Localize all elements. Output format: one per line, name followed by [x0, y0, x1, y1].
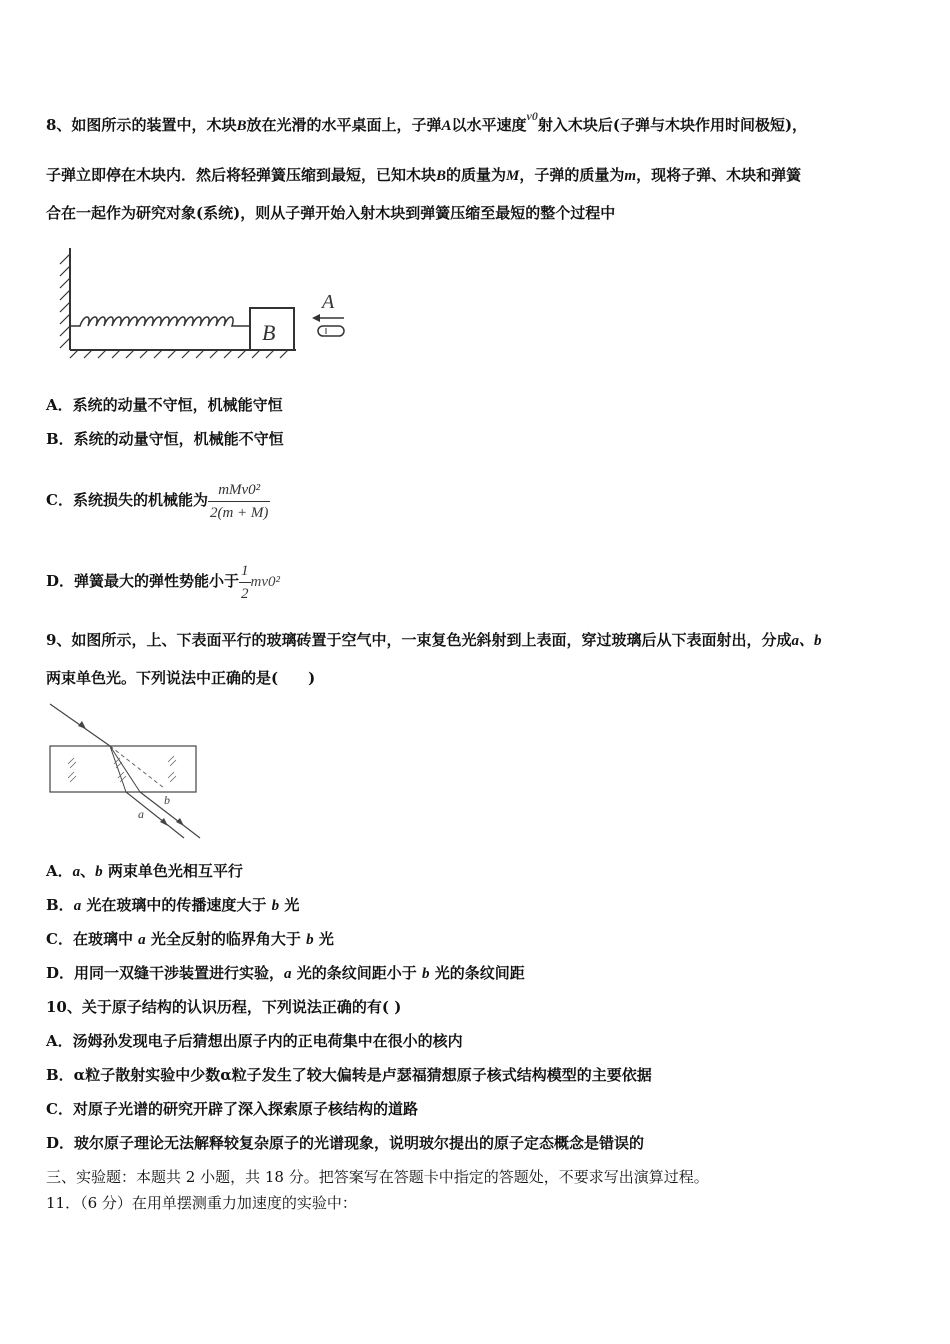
spring: [70, 317, 250, 326]
q8-text: 射入木块后(子弹与木块作用时间极短)，: [537, 116, 808, 134]
opt-text: 、: [80, 862, 96, 880]
ray-a-label: a: [138, 807, 144, 821]
var-b: b: [306, 932, 314, 948]
var-b: b: [421, 966, 430, 982]
q10-option-c[interactable]: C．对原子光谱的研究开辟了深入探索原子核结构的道路: [46, 1100, 418, 1118]
q10-stem: 10、关于原子结构的认识历程，下列说法正确的有( ): [46, 998, 402, 1016]
q8-option-d-expr: mv0²: [250, 574, 281, 590]
q9-option-a[interactable]: [46, 861, 243, 882]
opt-text: B．: [46, 896, 74, 914]
fraction-numerator: 1: [241, 562, 249, 579]
q8-option-c-fraction: [208, 479, 270, 524]
opt-text: 光的条纹间距小于: [291, 964, 422, 982]
opt-text: 光的条纹间距: [429, 964, 525, 982]
opt-text: 两束单色光相互平行: [102, 862, 243, 880]
q8-option-c[interactable]: [46, 476, 270, 524]
bullet-a-label: A: [322, 291, 335, 313]
var-v0: v0: [526, 109, 538, 123]
opt-text: A．: [46, 862, 73, 880]
q8-option-c-text: C．系统损失的机械能为: [46, 491, 208, 509]
q8-spring-block-figure: [56, 240, 356, 360]
q8-option-d[interactable]: [46, 555, 280, 608]
var-m: m: [624, 168, 637, 184]
var-M: M: [506, 168, 520, 184]
q10-option-d[interactable]: D．玻尔原子理论无法解释较复杂原子的光谱现象，说明玻尔提出的原子定态概念是错误的: [46, 1134, 645, 1152]
opt-text: 光: [313, 930, 334, 948]
q10-option-b[interactable]: B．α粒子散射实验中少数α粒子发生了较大偏转是卢瑟福猜想原子核式结构模型的主要依据: [46, 1066, 652, 1084]
q9-stem-line1: [46, 630, 821, 651]
q10-option-a[interactable]: A．汤姆孙发现电子后猜想出原子内的正电荷集中在很小的核内: [46, 1032, 463, 1050]
opt-text: C．在玻璃中: [46, 930, 139, 948]
fraction-numerator: mMv0²: [218, 481, 261, 498]
q8-text: ，子弹的质量为: [519, 166, 625, 184]
block-b-label: B: [262, 320, 276, 345]
q8-text: 8、如图所示的装置中，木块: [46, 116, 237, 134]
q8-option-a[interactable]: A．系统的动量不守恒，机械能守恒: [46, 396, 283, 414]
q9-option-c[interactable]: [46, 929, 334, 950]
opt-text: 光全反射的临界角大于: [145, 930, 307, 948]
q8-text: 子弹立即停在木块内．然后将轻弹簧压缩到最短，已知木块: [46, 166, 437, 184]
var-a: a: [73, 898, 82, 914]
var-A: A: [441, 118, 452, 134]
var-a: a: [284, 966, 292, 982]
opt-text: D．用同一双缝干涉装置进行实验，: [46, 964, 285, 982]
q8-text: 放在光滑的水平桌面上，子弹: [246, 116, 442, 134]
q8-option-d-text: D．弹簧最大的弹性势能小于: [46, 572, 240, 590]
opt-text: 光: [279, 896, 300, 914]
glass-slab: [50, 746, 196, 792]
fraction-denominator: 2(m + M): [208, 501, 270, 524]
q8-stem-line3: 合在一起作为研究对象(系统)，则从子弹开始入射木块到弹簧压缩至最短的整个过程中: [46, 204, 616, 222]
q9-glass-slab-figure: [44, 700, 214, 842]
var-a: a: [72, 864, 81, 880]
q9-text: 9、如图所示，上、下表面平行的玻璃砖置于空气中，一束复色光斜射到上表面，穿过玻璃后从下表面射出，分成: [46, 631, 792, 649]
q8-stem-line2: [46, 165, 801, 186]
fraction-denominator: 2: [239, 582, 251, 605]
q8-option-d-fraction: [239, 560, 251, 605]
var-B: B: [436, 168, 447, 184]
q8-option-b[interactable]: B．系统的动量守恒，机械能不守恒: [46, 430, 284, 448]
q11-stem: 11．（6 分）在用单摆测重力加速度的实验中：: [46, 1194, 357, 1212]
q9-option-d[interactable]: [46, 963, 525, 984]
q9-option-b[interactable]: [46, 895, 299, 916]
section-3-heading: 三、实验题：本题共 2 小题，共 18 分。把答案写在答题卡中指定的答题处，不要求写出演算过程。: [46, 1168, 709, 1186]
q8-text: 以水平速度: [451, 116, 527, 134]
var-B: B: [236, 118, 247, 134]
var-ab: a、b: [791, 633, 822, 649]
ray-b-label: b: [164, 793, 170, 807]
opt-text: 光在玻璃中的传播速度大于: [81, 896, 272, 914]
var-b: b: [95, 864, 103, 880]
q8-stem-line1: [46, 109, 808, 136]
bullet: [318, 326, 344, 336]
q8-text: 的质量为: [446, 166, 507, 184]
var-a: a: [138, 932, 146, 948]
q8-text: ，现将子弹、木块和弹簧: [636, 166, 802, 184]
q9-stem-line2: 两束单色光。下列说法中正确的是( ): [46, 669, 316, 687]
var-b: b: [271, 898, 280, 914]
